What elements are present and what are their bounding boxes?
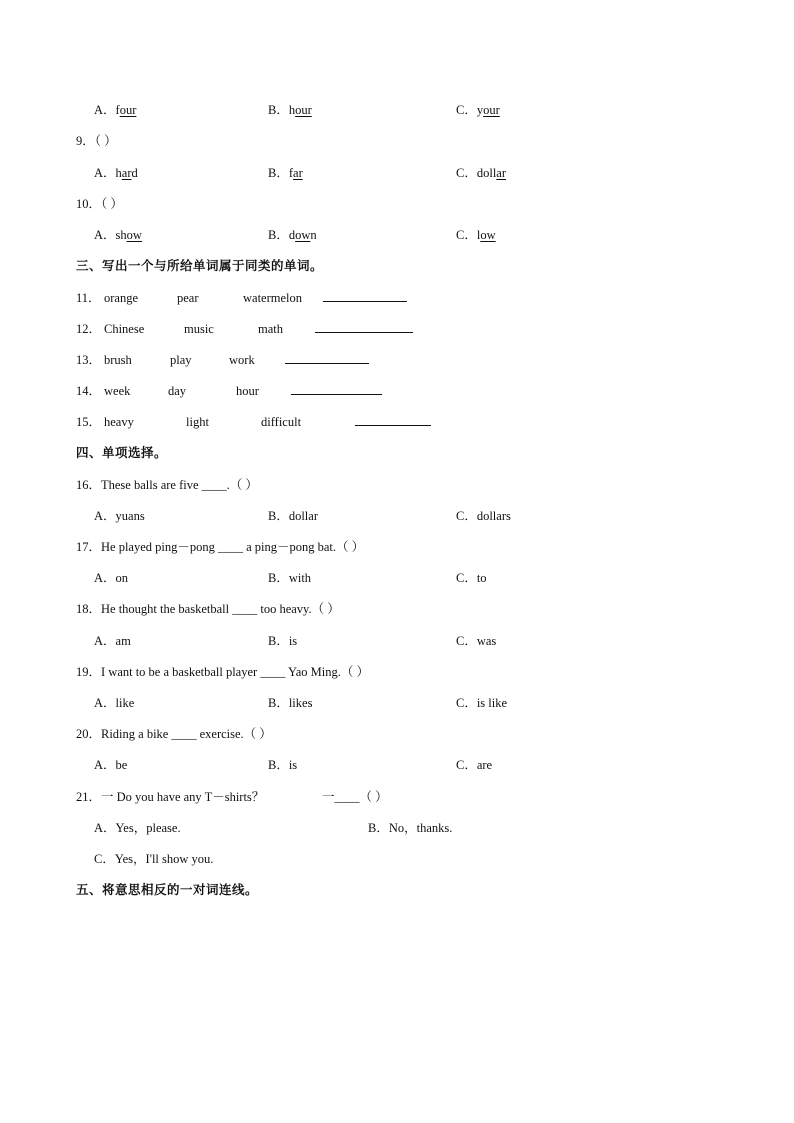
q21-options-row1 <box>0 818 794 838</box>
q21-options-row2 <box>0 849 794 869</box>
q19-option-a[interactable]: A．like <box>94 696 135 710</box>
q21-stem-line <box>0 787 794 807</box>
q13-answer-blank[interactable] <box>285 350 369 370</box>
q17-option-a[interactable]: A．on <box>94 571 129 585</box>
q17-stem: 17．He played ping－pong ____ a ping－pong bat.（ ） <box>76 540 365 554</box>
q10-option-a: A．show <box>94 228 142 242</box>
section4-heading-line <box>0 443 794 463</box>
q11-word-3: watermelon <box>243 291 303 305</box>
q14-row <box>0 381 794 401</box>
q13-number: 13． <box>76 353 102 367</box>
q9-option-a: A．hard <box>94 166 138 180</box>
q19-stem-line <box>0 662 794 682</box>
q8-options <box>0 100 794 120</box>
q18-option-b[interactable]: B．is <box>268 634 298 648</box>
q18-stem: 18．He thought the basketball ____ too heavy.（ ） <box>76 602 340 616</box>
q14-word-2: day <box>168 384 187 398</box>
q19-option-c[interactable]: C．is like <box>456 696 508 710</box>
q10-option-b: B．down <box>268 228 317 242</box>
section3-heading-line <box>0 256 794 276</box>
q14-answer-blank[interactable] <box>291 381 382 401</box>
q10-option-c: C．low <box>456 228 496 242</box>
q13-row <box>0 350 794 370</box>
q21-reply: 一____（ ） <box>322 790 388 804</box>
q8-option-c: C．your <box>456 103 500 117</box>
q16-option-a[interactable]: A．yuans <box>94 509 145 523</box>
section5-heading-line <box>0 880 794 900</box>
q17-stem-line <box>0 537 794 557</box>
q10-options <box>0 225 794 245</box>
q14-number: 14． <box>76 384 102 398</box>
q18-stem-line <box>0 599 794 619</box>
q12-row <box>0 319 794 339</box>
q17-option-c[interactable]: C．to <box>456 571 487 585</box>
q15-word-3: difficult <box>261 415 302 429</box>
q16-stem-line <box>0 475 794 495</box>
q9-option-b: B．far <box>268 166 303 180</box>
q21-option-c[interactable]: C．Yes，I'll show you. <box>94 852 214 866</box>
q16-option-b[interactable]: B．dollar <box>268 509 318 523</box>
q12-number: 12． <box>76 322 102 336</box>
q14-word-1: week <box>104 384 131 398</box>
q9-option-c: C．dollar <box>456 166 507 180</box>
q18-options <box>0 631 794 651</box>
q9-stem-line <box>0 131 794 151</box>
q20-stem: 20．Riding a bike ____ exercise.（ ） <box>76 727 272 741</box>
q19-stem: 19．I want to be a basketball player ____ Yao Ming.（ ） <box>76 665 370 679</box>
q15-word-2: light <box>186 415 209 429</box>
q9-stem: 9．（ ） <box>76 134 117 148</box>
q11-row <box>0 288 794 308</box>
q19-options <box>0 693 794 713</box>
q15-word-1: heavy <box>104 415 134 429</box>
q15-number: 15． <box>76 415 102 429</box>
q12-answer-blank[interactable] <box>315 319 413 339</box>
q18-option-c[interactable]: C．was <box>456 634 497 648</box>
q10-stem-line <box>0 194 794 214</box>
section5-heading: 五、将意思相反的一对词连线。 <box>76 882 259 897</box>
q10-stem: 10．（ ） <box>76 197 123 211</box>
q13-word-1: brush <box>104 353 132 367</box>
q20-option-b[interactable]: B．is <box>268 758 298 772</box>
q16-stem: 16．These balls are five ____.（ ） <box>76 478 258 492</box>
q14-word-3: hour <box>236 384 259 398</box>
q21-option-a[interactable]: A．Yes，please. <box>94 821 181 835</box>
q20-options <box>0 755 794 775</box>
q20-option-a[interactable]: A．be <box>94 758 128 772</box>
q20-option-c[interactable]: C．are <box>456 758 493 772</box>
q11-word-2: pear <box>177 291 199 305</box>
q16-option-c[interactable]: C．dollars <box>456 509 511 523</box>
q15-row <box>0 412 794 432</box>
section3-heading: 三、写出一个与所给单词属于同类的单词。 <box>76 258 324 273</box>
q12-word-3: math <box>258 322 283 336</box>
q8-option-b: B．hour <box>268 103 312 117</box>
q11-answer-blank[interactable] <box>323 288 407 308</box>
q11-word-1: orange <box>104 291 139 305</box>
q11-number: 11． <box>76 291 101 305</box>
q9-options <box>0 163 794 183</box>
section4-heading: 四、单项选择。 <box>76 445 168 460</box>
q18-option-a[interactable]: A．am <box>94 634 131 648</box>
q21-stem: 21．一 Do you have any T－shirts？ <box>76 790 265 804</box>
q13-word-3: work <box>229 353 255 367</box>
q15-answer-blank[interactable] <box>355 412 431 432</box>
q21-option-b[interactable]: B．No，thanks. <box>368 821 453 835</box>
q12-word-1: Chinese <box>104 322 145 336</box>
q19-option-b[interactable]: B．likes <box>268 696 313 710</box>
q17-option-b[interactable]: B．with <box>268 571 312 585</box>
q17-options <box>0 568 794 588</box>
q20-stem-line <box>0 724 794 744</box>
q16-options <box>0 506 794 526</box>
q12-word-2: music <box>184 322 214 336</box>
q13-word-2: play <box>170 353 192 367</box>
q8-option-a: A．four <box>94 103 137 117</box>
